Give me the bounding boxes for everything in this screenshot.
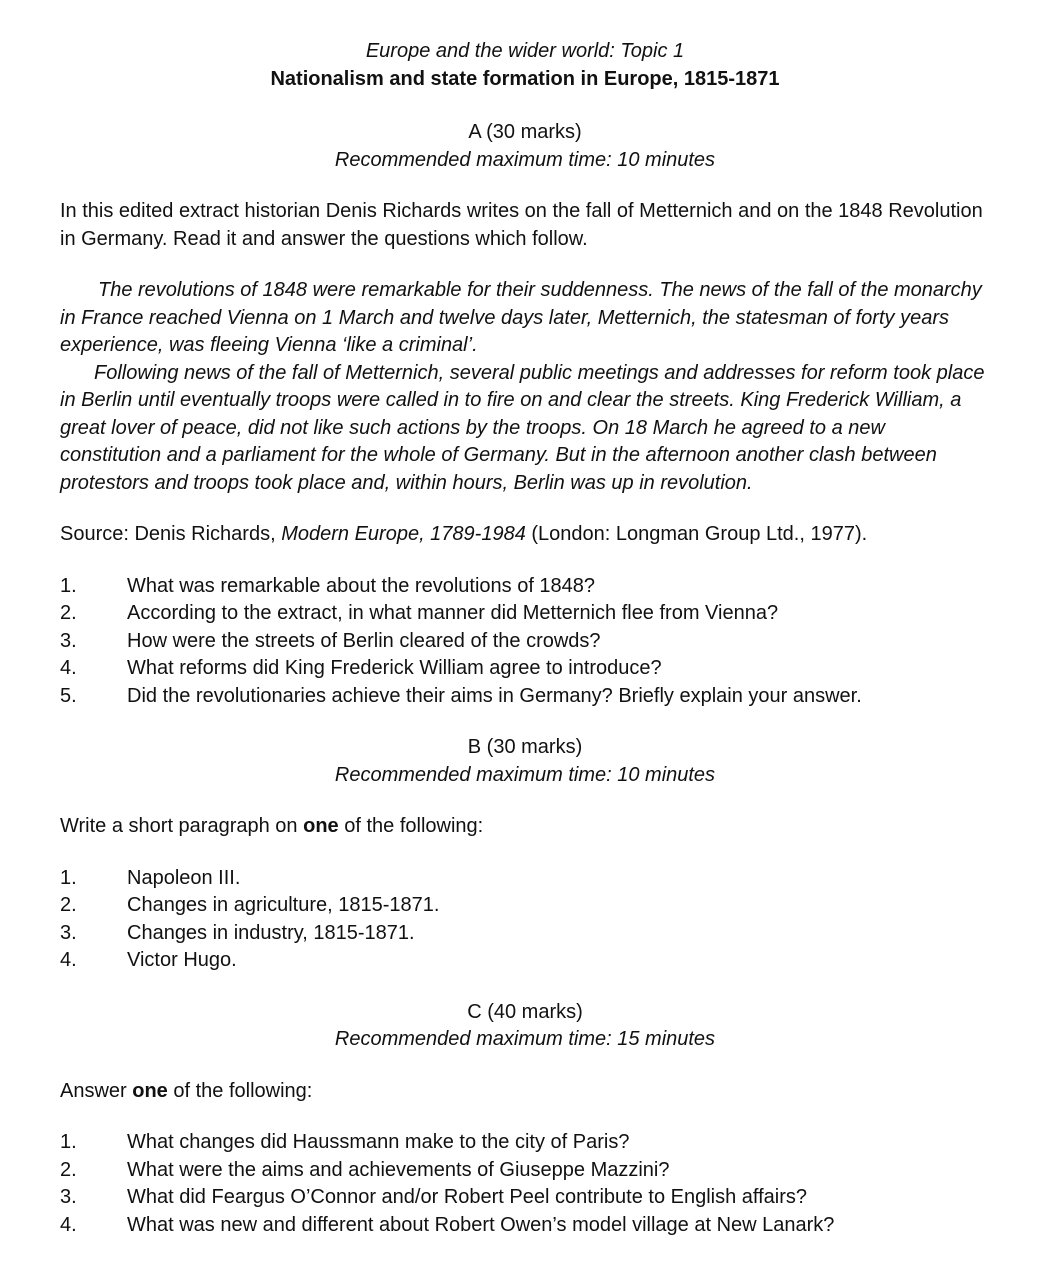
list-item — [60, 1212, 990, 1240]
source-citation — [60, 521, 990, 549]
question-text: According to the extract, in what manner did Metternich flee from Vienna? — [127, 602, 779, 624]
instruction-emphasis: one — [303, 815, 339, 837]
question-item — [60, 655, 990, 683]
list-item — [60, 865, 990, 893]
question-text: How were the streets of Berlin cleared of the crowds? — [127, 629, 601, 652]
section-b-time: Recommended maximum time: 10 minutes — [334, 763, 716, 786]
section-a-time: Recommended maximum time: 10 minutes — [334, 148, 716, 171]
question-item — [60, 573, 990, 601]
item-number: 2. — [60, 894, 77, 916]
section-b-instruction — [60, 813, 990, 841]
question-number: 3. — [60, 629, 77, 652]
item-number: 1. — [60, 1131, 77, 1153]
item-text: Victor Hugo. — [127, 949, 237, 971]
item-number: 4. — [60, 1213, 77, 1236]
page-title: Nationalism and state formation in Europe, 1815-1871 — [270, 67, 780, 90]
question-number: 1. — [60, 574, 77, 597]
question-number: 4. — [60, 657, 77, 679]
item-number: 4. — [60, 949, 77, 971]
question-item — [60, 628, 990, 656]
section-a-heading: A (30 marks) — [468, 121, 582, 143]
section-c-instruction — [60, 1078, 990, 1106]
item-text: Changes in agriculture, 1815-1871. — [127, 894, 440, 916]
item-text: What changes did Haussmann make to the city of Paris? — [127, 1131, 630, 1153]
exam-page — [60, 38, 990, 1239]
section-c-heading: C (40 marks) — [467, 1000, 583, 1023]
topic-line: Europe and the wider world: Topic 1 — [365, 40, 685, 62]
item-number: 3. — [60, 1186, 77, 1208]
question-item — [60, 683, 990, 711]
list-item — [60, 920, 990, 948]
instruction-emphasis: one — [132, 1079, 168, 1102]
question-text: What was remarkable about the revolutions of 1848? — [127, 574, 596, 597]
extract — [60, 277, 990, 497]
section-a-questions — [60, 573, 990, 711]
item-text: Changes in industry, 1815-1871. — [127, 921, 415, 944]
instruction-text: of the following: — [167, 1079, 313, 1102]
question-number: 5. — [60, 684, 77, 707]
question-text: What reforms did King Frederick William agree to introduce? — [127, 657, 662, 679]
instruction-text: Write a short paragraph on — [60, 815, 304, 837]
list-item — [60, 947, 990, 975]
item-text: What did Feargus O’Connor and/or Robert Peel contribute to English affairs? — [127, 1186, 807, 1208]
question-number: 2. — [60, 602, 77, 624]
item-text: What were the aims and achievements of Giuseppe Mazzini? — [127, 1158, 670, 1181]
item-number: 1. — [60, 866, 77, 889]
list-item — [60, 1184, 990, 1212]
item-text: What was new and different about Robert Owen’s model village at New Lanark? — [127, 1213, 835, 1236]
item-number: 3. — [60, 921, 77, 944]
extract-paragraph-1: The revolutions of 1848 were remarkable for their suddenness. The news of the fall of the monarchy in France reached Vienna on 1 March and twelve days later, Metternich, the statesman of forty years experience, was fleeing Vienna ‘like a criminal’. — [60, 279, 982, 356]
source-prefix: Source: Denis Richards, — [60, 523, 282, 545]
instruction-text: Answer — [60, 1079, 133, 1102]
section-a-intro: In this edited extract historian Denis Richards writes on the fall of Metternich and on the 1848 Revolution in Germany. Read it and answer the questions which follow. — [60, 200, 983, 250]
source-title: Modern Europe, 1789-1984 — [281, 523, 526, 545]
extract-paragraph-2: Following news of the fall of Metternich, several public meetings and addresses for reform took place in Berlin until eventually troops were called in to fire on and clear the streets. King Frederick William, a great lover of peace, did not like such actions by the troops. On 18 March he agreed to a new constitution and a parliament for the whole of Germany. But in the afternoon another clash between protestors and troops took place and, within hours, Berlin was up in revolution. — [60, 361, 985, 494]
section-b-heading: B (30 marks) — [467, 736, 583, 758]
instruction-text: of the following: — [338, 815, 484, 837]
list-item — [60, 892, 990, 920]
list-item — [60, 1129, 990, 1157]
question-text: Did the revolutionaries achieve their aims in Germany? Briefly explain your answer. — [127, 684, 862, 707]
source-suffix: (London: Longman Group Ltd., 1977). — [525, 523, 868, 545]
item-number: 2. — [60, 1158, 77, 1181]
item-text: Napoleon III. — [127, 866, 241, 889]
section-c-time: Recommended maximum time: 15 minutes — [334, 1028, 716, 1050]
section-c-items — [60, 1129, 990, 1239]
question-item — [60, 600, 990, 628]
section-b-items — [60, 865, 990, 975]
list-item — [60, 1157, 990, 1185]
